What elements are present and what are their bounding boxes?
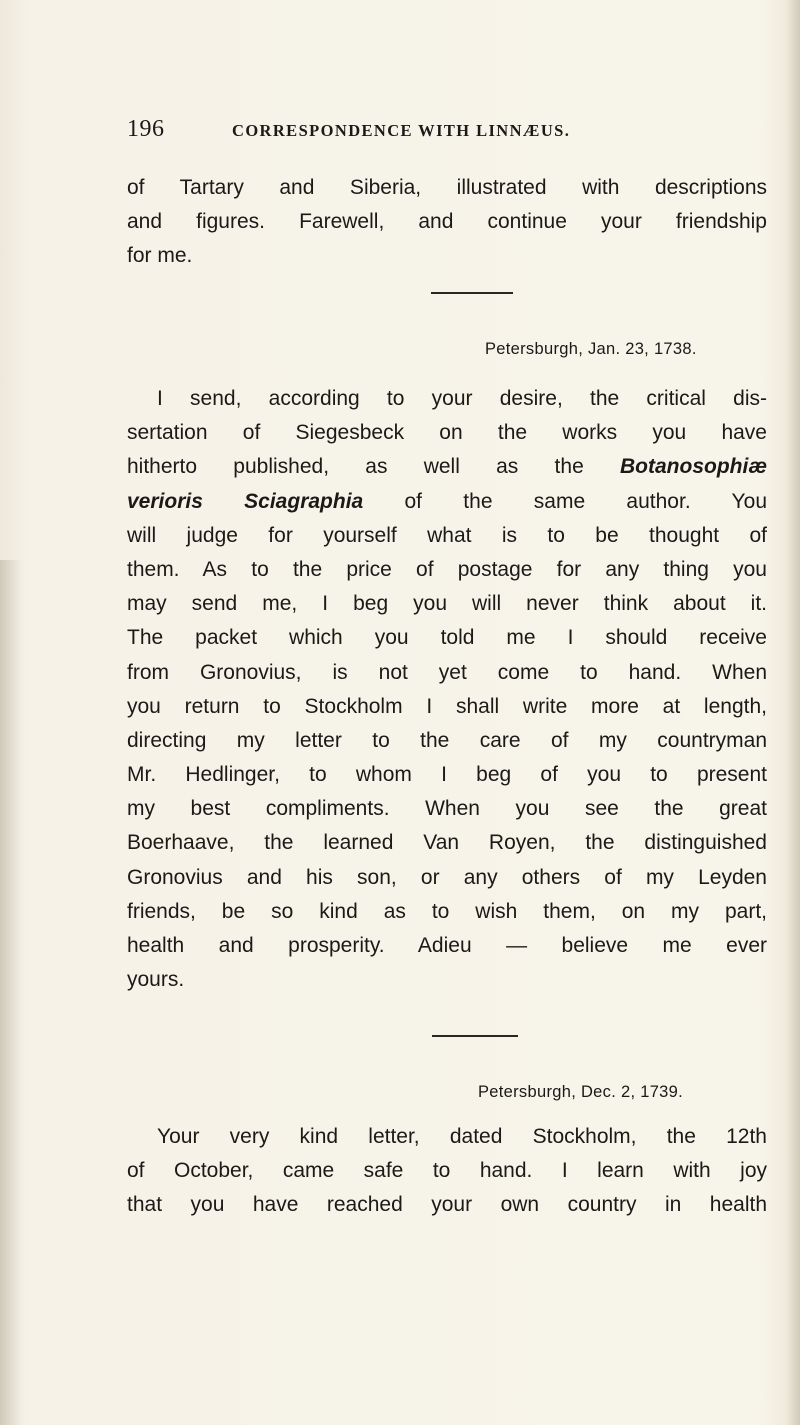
book-title-italic: Botanosophiæ [620,455,767,479]
text-line [127,485,767,519]
text-line: Your very kind letter, dated Stockholm, the 12th [157,1125,767,1148]
text-line: sertation of Siegesbeck on the works you have [127,421,767,445]
page-number: 196 [127,116,165,142]
section-divider [432,1035,518,1037]
text-line: of October, came safe to hand. I learn with joy [127,1159,767,1183]
book-title-italic: verioris Sciagraphia [127,489,364,513]
text-line: health and prosperity. Adieu — believe me ever [127,934,767,957]
text-line: them. As to the price of postage for any thing you [127,557,767,581]
text-line: directing my letter to the care of my countryman [127,728,767,752]
binding-shadow [0,560,22,1425]
text-line: and figures. Farewell, and continue your friendship [127,210,767,234]
letter-dateline: Petersburgh, Jan. 23, 1738. [485,340,697,358]
text-line: my best compliments. When you see the great [127,797,767,821]
text-line: The packet which you told me I should receive [127,626,767,650]
text-line: of Tartary and Siberia, illustrated with descriptions [127,176,767,199]
text-line [127,450,767,484]
text-line: friends, be so kind as to wish them, on my part, [127,899,767,923]
running-head [127,116,687,146]
text-line: I send, according to your desire, the critical dis- [157,387,767,410]
text-line: Boerhaave, the learned Van Royen, the distinguished [127,831,767,855]
text-line: that you have reached your own country in health [127,1193,767,1217]
text-line: from Gronovius, is not yet come to hand. When [127,660,767,684]
text-line: for me. [127,244,193,268]
letter-body [127,1120,767,1223]
text-fragment: of the same author. You [363,489,767,513]
running-title: CORRESPONDENCE WITH LINNÆUS. [232,121,571,140]
page-edge-shadow [786,0,800,1425]
letter-body [127,382,767,997]
text-line: yours. [127,968,185,992]
text-line: Mr. Hedlinger, to whom I beg of you to present [127,763,767,787]
text-line: you return to Stockholm I shall write more at length, [127,694,767,718]
text-line: may send me, I beg you will never think about it. [127,592,767,616]
section-divider [431,292,513,294]
letter-dateline: Petersburgh, Dec. 2, 1739. [478,1083,684,1101]
text-line: will judge for yourself what is to be thought of [127,523,767,547]
text-fragment: hitherto published, as well as the [127,455,620,479]
text-line: Gronovius and his son, or any others of my Leyden [127,865,767,889]
opening-paragraph [127,171,767,274]
